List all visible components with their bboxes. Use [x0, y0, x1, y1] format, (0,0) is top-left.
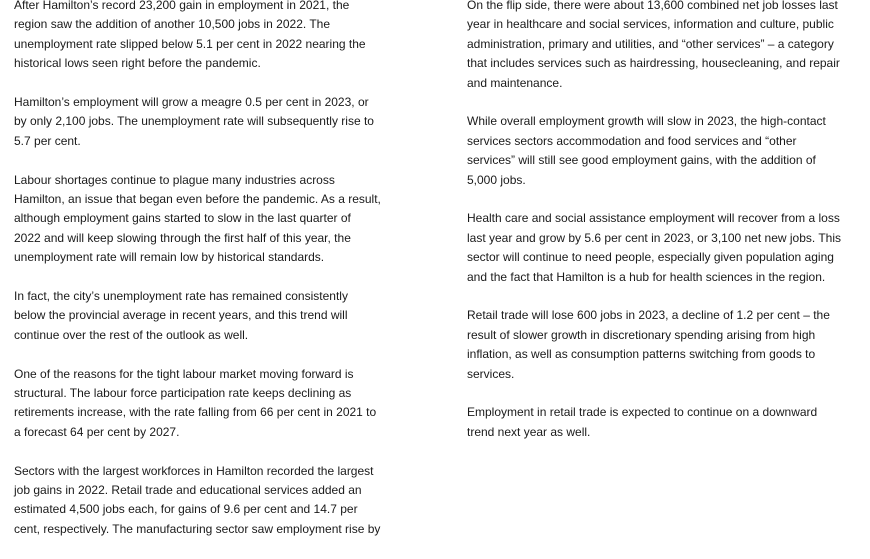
text-line: Hamilton’s employment will grow a meagre 0.5 per cent in 2023, or: [14, 95, 369, 110]
text-line: On the flip side, there were about 13,600 combined net job losses last: [467, 0, 838, 12]
paragraph-provincial-comparison: [14, 287, 424, 345]
paragraph-retail-trade-decline: [467, 306, 867, 384]
text-line: that includes services such as hairdressing, housecleaning, and repair: [467, 56, 840, 71]
text-line: In fact, the city’s unemployment rate has remained consistently: [14, 289, 348, 304]
text-line: 5.7 per cent.: [14, 133, 81, 148]
text-line: a forecast 64 per cent by 2027.: [14, 424, 180, 439]
text-line: services.: [467, 366, 515, 381]
text-line: continue over the rest of the outlook as well.: [14, 327, 249, 342]
paragraph-employment-gains-2022: [14, 0, 424, 74]
article-left-column: [14, 0, 424, 559]
paragraph-participation-rate: [14, 365, 424, 443]
text-line: unemployment rate will remain low by historical standards.: [14, 250, 325, 265]
text-line: trend next year as well.: [467, 424, 591, 439]
text-line: While overall employment growth will slow in 2023, the high-contact: [467, 114, 826, 129]
article-right-column: [467, 0, 867, 462]
text-line: Employment in retail trade is expected to continue on a downward: [467, 405, 818, 420]
text-line: services” will still see good employment gains, with the addition of: [467, 153, 816, 168]
text-line: One of the reasons for the tight labour market moving forward is: [14, 366, 354, 381]
text-line: sector will continue to need people, especially given population aging: [467, 250, 834, 265]
text-line: structural. The labour force participation rate keeps declining as: [14, 386, 352, 401]
paragraph-largest-sectors: [14, 462, 424, 540]
text-line: last year and grow by 5.6 per cent in 2023, or 3,100 net new jobs. This: [467, 230, 842, 245]
text-line: Sectors with the largest workforces in Hamilton recorded the largest: [14, 463, 374, 478]
paragraph-health-care: [467, 209, 867, 287]
text-line: job gains in 2022. Retail trade and educational services added an: [14, 483, 362, 498]
paragraph-labour-shortages: [14, 171, 424, 268]
text-line: result of slower growth in discretionary spending arising from high: [467, 327, 816, 342]
text-line: year in healthcare and social services, information and culture, public: [467, 17, 834, 32]
text-line: and the fact that Hamilton is a hub for health sciences in the region.: [467, 269, 826, 284]
text-line: retirements increase, with the rate falling from 66 per cent in 2021 to: [14, 405, 377, 420]
text-line: 2022 and will keep slowing through the first half of this year, the: [14, 230, 351, 245]
text-line: region saw the addition of another 10,500 jobs in 2022. The: [14, 17, 331, 32]
text-line: inflation, as well as consumption patterns switching from goods to: [467, 347, 816, 362]
paragraph-employment-forecast-2023: [14, 93, 424, 151]
text-line: by only 2,100 jobs. The unemployment rate will subsequently rise to: [14, 114, 374, 129]
text-line: Labour shortages continue to plague many industries across: [14, 172, 335, 187]
text-line: After Hamilton’s record 23,200 gain in employment in 2021, the: [14, 0, 350, 12]
text-line: Hamilton, an issue that began even before the pandemic. As a result,: [14, 192, 381, 207]
text-line: Health care and social assistance employment will recover from a loss: [467, 211, 840, 226]
paragraph-job-losses: [467, 0, 867, 93]
text-line: unemployment rate slipped below 5.1 per cent in 2022 nearing the: [14, 36, 366, 51]
text-line: although employment gains started to slow in the last quarter of: [14, 211, 351, 226]
text-line: services sectors accommodation and food services and “other: [467, 133, 797, 148]
text-line: cent, respectively. The manufacturing sector saw employment rise by: [14, 521, 381, 536]
paragraph-high-contact-services: [467, 112, 867, 190]
text-line: below the provincial average in recent years, and this trend will: [14, 308, 348, 323]
text-line: historical lows seen right before the pandemic.: [14, 56, 261, 71]
text-line: estimated 4,500 jobs each, for gains of 9.6 per cent and 14.7 per: [14, 502, 358, 517]
text-line: and maintenance.: [467, 75, 563, 90]
text-line: Retail trade will lose 600 jobs in 2023, a decline of 1.2 per cent – the: [467, 308, 830, 323]
paragraph-retail-trend: [467, 403, 867, 442]
text-line: 5,000 jobs.: [467, 172, 526, 187]
text-line: administration, primary and utilities, and “other services” – a category: [467, 36, 834, 51]
